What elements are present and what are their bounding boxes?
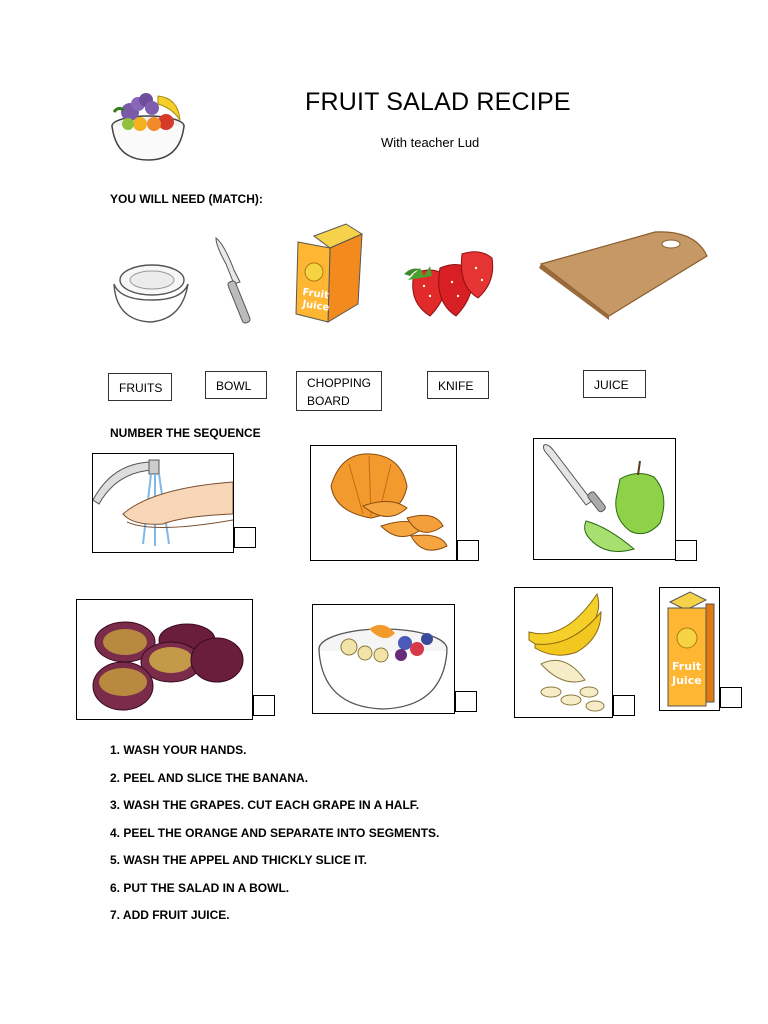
word-box-chopping-board[interactable]: CHOPPING BOARD [296,371,382,411]
page-subtitle: With teacher Lud [381,135,480,150]
knife-icon [210,236,270,328]
bowl-icon [110,256,192,326]
number-box-plums[interactable] [253,695,275,716]
match-heading: YOU WILL NEED (MATCH): [110,192,263,206]
number-box-apple[interactable] [675,540,697,561]
step-2: 2. PEEL AND SLICE THE BANANA. [110,771,309,785]
juice-label-fruit: Fruit [672,660,702,673]
svg-text:Juice: Juice [301,298,330,314]
sequence-heading: NUMBER THE SEQUENCE [110,426,261,440]
number-box-orange[interactable] [457,540,479,561]
washing-hands-picture [92,453,234,553]
step-5: 5. WASH THE APPEL AND THICKLY SLICE IT. [110,853,367,867]
plums-halved-picture [76,599,253,720]
orange-segments-picture [310,445,457,561]
step-4: 4. PEEL THE ORANGE AND SEPARATE INTO SEGMENTS. [110,826,440,840]
step-1: 1. WASH YOUR HANDS. [110,743,247,757]
number-box-washing-hands[interactable] [234,527,256,548]
fruit-juice-carton-picture [659,587,720,711]
word-box-knife[interactable]: KNIFE [427,371,489,399]
salad-bowl-picture [312,604,455,714]
strawberries-icon [400,246,496,320]
banana-sliced-picture [514,587,613,718]
word-box-bowl[interactable]: BOWL [205,371,267,399]
number-box-salad-bowl[interactable] [455,691,477,712]
svg-text:Fruit: Fruit [301,286,330,302]
juice-label-juice: Juice [672,674,702,687]
fruit-bowl-icon [108,88,190,164]
page-title: FRUIT SALAD RECIPE [305,88,571,116]
word-box-fruits[interactable]: FRUITS [108,373,172,401]
apple-slicing-picture [533,438,676,560]
number-box-juice[interactable] [720,687,742,708]
step-6: 6. PUT THE SALAD IN A BOWL. [110,881,290,895]
number-box-banana[interactable] [613,695,635,716]
word-box-juice[interactable]: JUICE [583,370,646,398]
chopping-board-icon [535,228,711,320]
step-3: 3. WASH THE GRAPES. CUT EACH GRAPE IN A HALF. [110,798,420,812]
juice-carton-icon [294,222,366,326]
step-7: 7. ADD FRUIT JUICE. [110,908,230,922]
